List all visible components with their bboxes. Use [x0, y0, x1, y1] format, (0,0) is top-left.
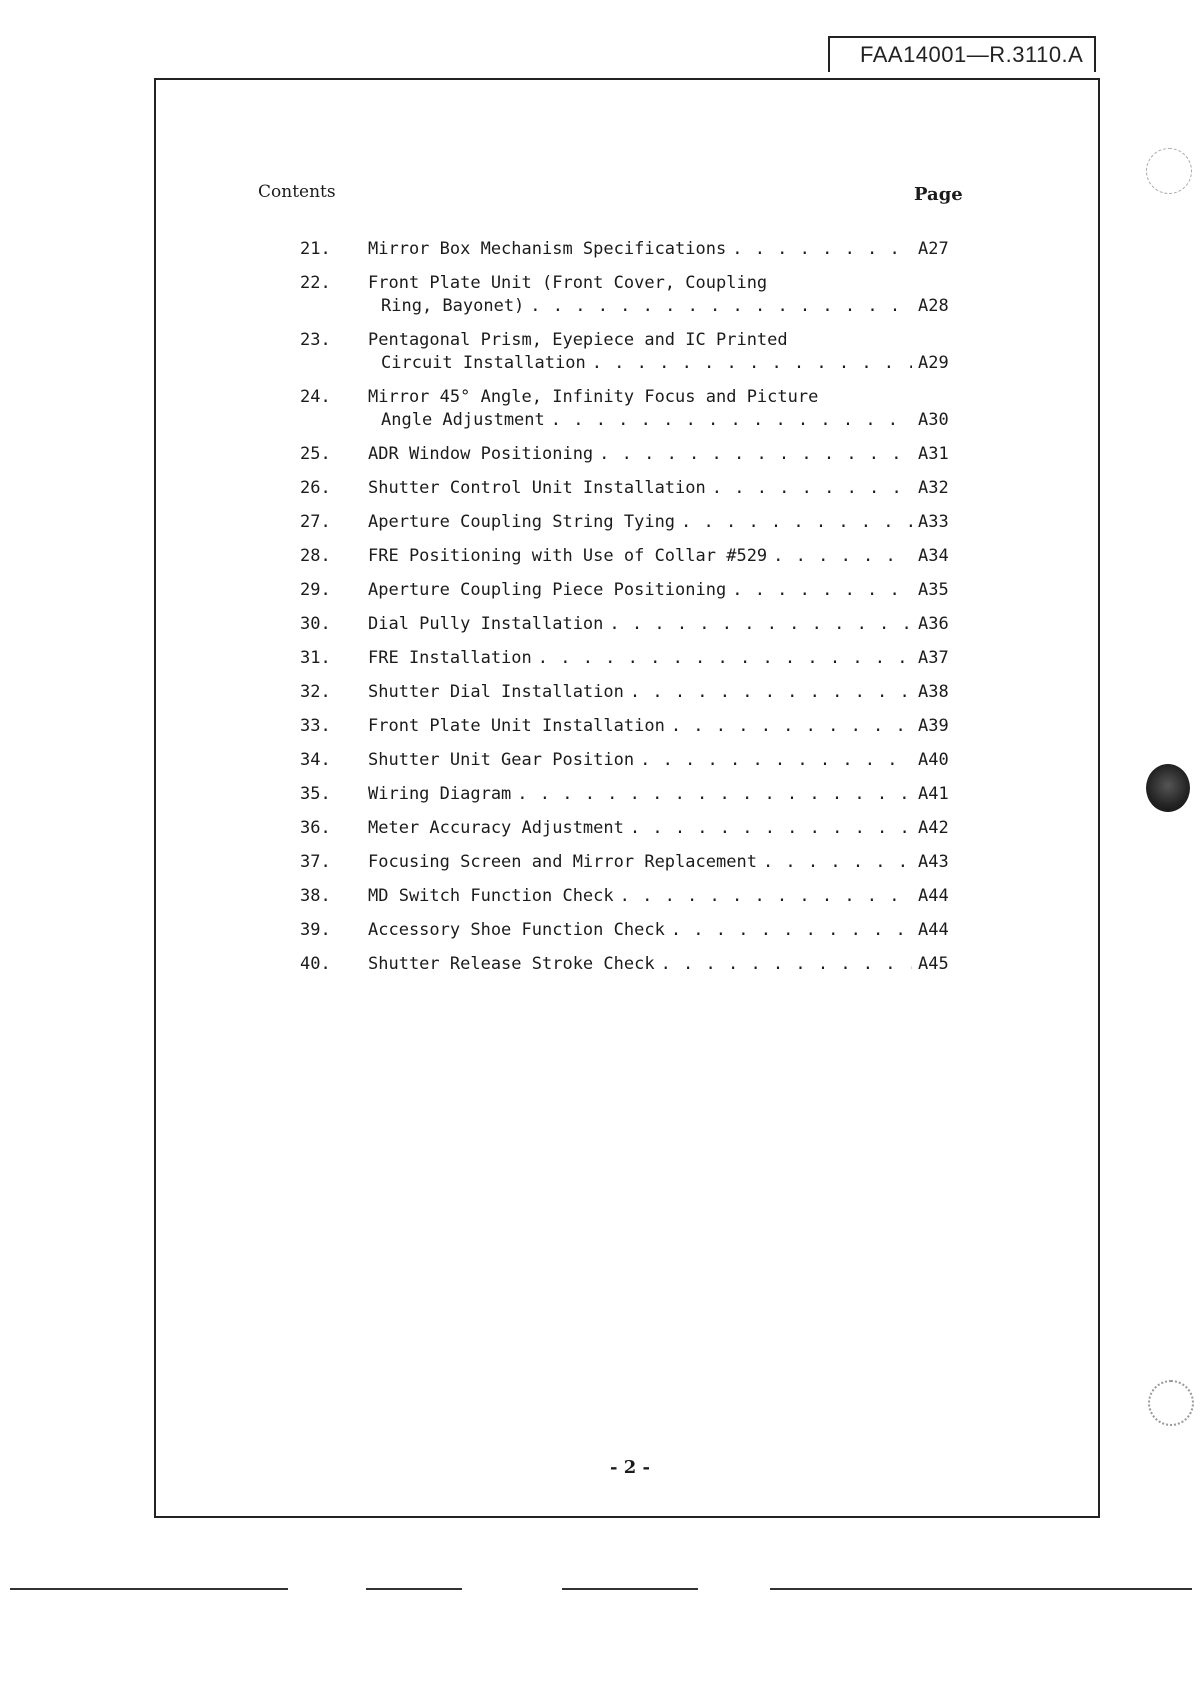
toc-entry-number: 35. — [300, 784, 331, 804]
toc-entry-title: Front Plate Unit Installation — [368, 716, 665, 736]
toc-entry-page: A37 — [918, 648, 949, 668]
toc-entry-number: 29. — [300, 580, 331, 600]
toc-entry-number: 38. — [300, 886, 331, 906]
toc-entry-title: Shutter Unit Gear Position — [368, 750, 635, 770]
toc-entry-page: A42 — [918, 818, 949, 838]
toc-entry — [300, 477, 960, 500]
dot-leader — [681, 511, 912, 534]
toc-entry-title: Focusing Screen and Mirror Replacement — [368, 852, 757, 872]
toc-entry-title: Pentagonal Prism, Eyepiece and IC Printed — [368, 330, 788, 350]
page-number: - 2 - — [610, 1457, 650, 1478]
toc-entry-title: ADR Window Positioning — [368, 444, 594, 464]
toc-entry-title: Ring, Bayonet) — [381, 296, 525, 316]
toc-entry — [300, 272, 960, 318]
contents-heading: Contents — [258, 182, 336, 202]
toc-entry-title: Front Plate Unit (Front Cover, Coupling — [368, 273, 768, 293]
dot-leader — [661, 953, 912, 976]
document-code: FAA14001—R.3110.A — [828, 36, 1096, 72]
toc-entry — [300, 613, 960, 636]
toc-entry — [300, 238, 960, 261]
toc-entry-page: A38 — [918, 682, 949, 702]
toc-entry-title: Mirror Box Mechanism Specifications — [368, 239, 727, 259]
dot-leader — [732, 579, 912, 602]
dot-leader — [630, 681, 912, 704]
toc-entry — [300, 783, 960, 806]
toc-entry-title: Aperture Coupling Piece Positioning — [368, 580, 727, 600]
toc-entry-number: 26. — [300, 478, 331, 498]
dot-leader — [763, 851, 912, 874]
toc-entry-title: Dial Pully Installation — [368, 614, 604, 634]
toc-entry-number: 36. — [300, 818, 331, 838]
toc-entry — [300, 715, 960, 738]
toc-entry-title: Shutter Dial Installation — [368, 682, 624, 702]
toc-entry-page: A44 — [918, 920, 949, 940]
toc-entry-number: 37. — [300, 852, 331, 872]
toc-entry-page: A29 — [918, 353, 949, 373]
toc-entry-number: 32. — [300, 682, 331, 702]
toc-entry-page: A28 — [918, 296, 949, 316]
dot-leader — [609, 613, 912, 636]
toc-entry-page: A43 — [918, 852, 949, 872]
dot-leader — [551, 409, 912, 432]
dot-leader — [538, 647, 912, 670]
toc-entry — [300, 329, 960, 375]
toc-entry-page: A40 — [918, 750, 949, 770]
dot-leader — [671, 919, 912, 942]
toc-entry-title: Accessory Shoe Function Check — [368, 920, 665, 940]
table-of-contents — [300, 238, 960, 987]
toc-entry-number: 31. — [300, 648, 331, 668]
toc-entry-title: Meter Accuracy Adjustment — [368, 818, 624, 838]
dot-leader — [592, 352, 912, 375]
dot-leader — [732, 238, 912, 261]
toc-entry — [300, 919, 960, 942]
toc-entry-page: A44 — [918, 886, 949, 906]
toc-entry-page: A30 — [918, 410, 949, 430]
toc-entry-title: Circuit Installation — [381, 353, 586, 373]
dot-leader — [773, 545, 912, 568]
toc-entry-number: 33. — [300, 716, 331, 736]
toc-entry-title: Angle Adjustment — [381, 410, 545, 430]
toc-entry-title: Shutter Release Stroke Check — [368, 954, 655, 974]
toc-entry-number: 23. — [300, 330, 331, 350]
toc-entry-page: A45 — [918, 954, 949, 974]
toc-entry-page: A33 — [918, 512, 949, 532]
toc-entry-number: 24. — [300, 387, 331, 407]
toc-entry-page: A32 — [918, 478, 949, 498]
toc-entry-number: 39. — [300, 920, 331, 940]
toc-entry — [300, 443, 960, 466]
toc-entry — [300, 647, 960, 670]
page-column-heading: Page — [914, 184, 963, 205]
toc-entry-number: 27. — [300, 512, 331, 532]
punch-hole-mark-bottom — [1148, 1380, 1194, 1426]
toc-entry — [300, 545, 960, 568]
toc-entry-number: 21. — [300, 239, 331, 259]
toc-entry-page: A31 — [918, 444, 949, 464]
bottom-rule-segment — [770, 1588, 1192, 1590]
toc-entry-title: Mirror 45° Angle, Infinity Focus and Picture — [368, 387, 819, 407]
toc-entry — [300, 851, 960, 874]
toc-entry — [300, 885, 960, 908]
dot-leader — [712, 477, 912, 500]
toc-entry-page: A36 — [918, 614, 949, 634]
toc-entry-page: A34 — [918, 546, 949, 566]
toc-entry-number: 25. — [300, 444, 331, 464]
bottom-rule-segment — [366, 1588, 462, 1590]
toc-entry — [300, 579, 960, 602]
toc-entry-page: A35 — [918, 580, 949, 600]
toc-entry — [300, 953, 960, 976]
toc-entry-title: FRE Positioning with Use of Collar #529 — [368, 546, 768, 566]
toc-entry-number: 40. — [300, 954, 331, 974]
dot-leader — [530, 295, 912, 318]
toc-entry-title: Aperture Coupling String Tying — [368, 512, 676, 532]
toc-entry-number: 28. — [300, 546, 331, 566]
toc-entry-title: FRE Installation — [368, 648, 532, 668]
dot-leader — [599, 443, 912, 466]
toc-entry-page: A27 — [918, 239, 949, 259]
bottom-rule-segment — [10, 1588, 288, 1590]
toc-entry — [300, 386, 960, 432]
toc-entry — [300, 511, 960, 534]
toc-entry-title: Shutter Control Unit Installation — [368, 478, 706, 498]
toc-entry — [300, 681, 960, 704]
toc-entry — [300, 817, 960, 840]
bottom-rule-segment — [562, 1588, 698, 1590]
toc-entry-page: A39 — [918, 716, 949, 736]
toc-entry-title: MD Switch Function Check — [368, 886, 614, 906]
punch-hole-mark-middle — [1146, 764, 1190, 812]
toc-entry-title: Wiring Diagram — [368, 784, 512, 804]
toc-entry-number: 34. — [300, 750, 331, 770]
toc-entry — [300, 749, 960, 772]
punch-hole-mark-top — [1146, 148, 1192, 194]
dot-leader — [630, 817, 912, 840]
dot-leader — [640, 749, 912, 772]
dot-leader — [671, 715, 912, 738]
dot-leader — [517, 783, 912, 806]
toc-entry-number: 30. — [300, 614, 331, 634]
toc-entry-page: A41 — [918, 784, 949, 804]
toc-entry-number: 22. — [300, 273, 331, 293]
dot-leader — [620, 885, 912, 908]
